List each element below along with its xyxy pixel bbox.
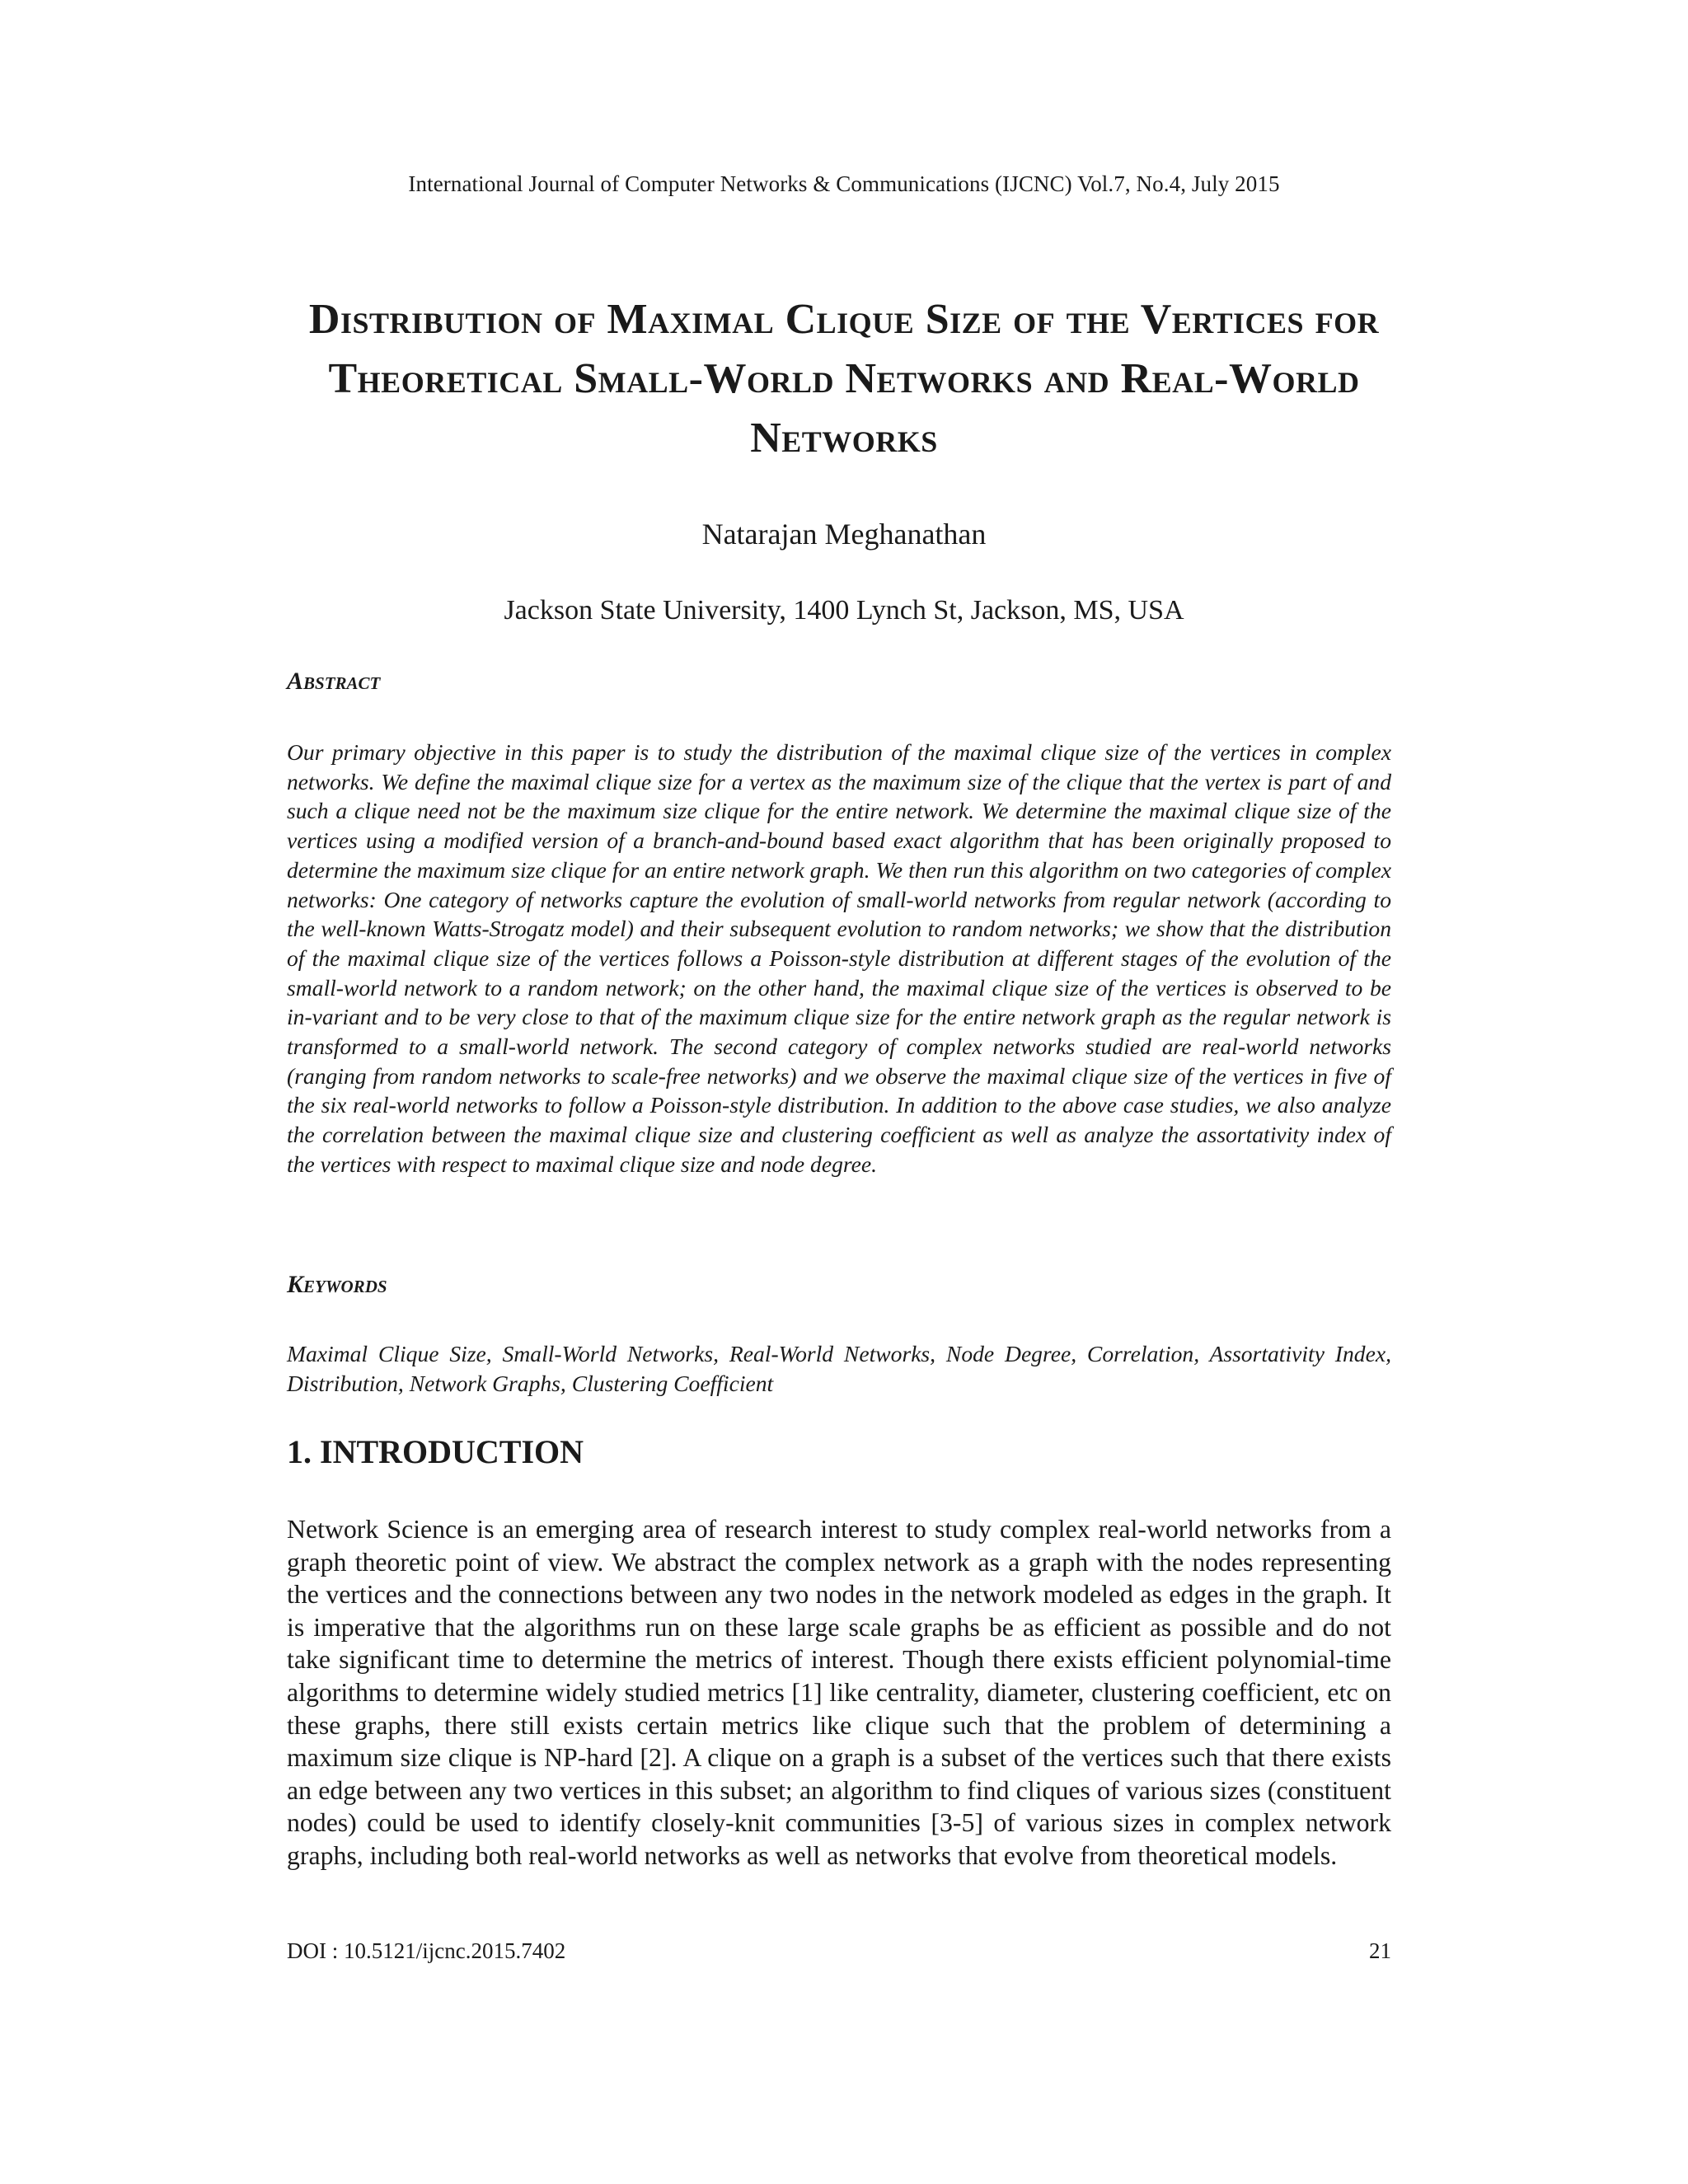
abstract-text: Our primary objective in this paper is to study the distribution of the maximal clique size of the vertices in complex networks. We define the maximal clique size for a vertex as the maximum size of the clique that the vertex is part of and such a clique need not be the maximum size clique for the entire network. We determine the maximal clique size of the vertices using a modified version of a branch-and-bound based exact algorithm that has been originally proposed to determine the maximum size clique for an entire network graph. We then run this algorithm on two categories of complex networks: One category of networks capture the evolution of small-world networks from regular network (according to the well-known Watts-Strogatz model) and their subsequent evolution to random networks; we show that the distribution of the maximal clique size of the vertices follows a Poisson-style distribution at different stages of the evolution of the small-world network to a random network; on the other hand, the maximal clique size of the vertices is observed to be in-variant and to be very close to that of the maximum clique size for the entire network graph as the regular network is transformed to a small-world network. The second category of complex networks studied are real-world networks (ranging from random networks to scale-free networks) and we observe the maximal clique size of the vertices in five of the six real-world networks to follow a Poisson-style distribution. In addition to the above case studies, we also analyze the correlation between the maximal clique size and clustering coefficient as well as analyze the assortativity index of the vertices with respect to maximal clique size and node degree. [287, 739, 1391, 1177]
abstract-heading: Abstract [287, 668, 381, 695]
footer-doi: DOI : 10.5121/ijcnc.2015.7402 [287, 1938, 566, 1963]
author-name: Natarajan Meghanathan [701, 518, 987, 551]
paper-title: Distribution of Maximal Clique Size of the Vertices for Theoretical Small-World Networks and Real-World Networks [308, 296, 1380, 462]
author-affiliation: Jackson State University, 1400 Lynch St, Jackson, MS, USA [504, 595, 1184, 626]
running-header: International Journal of Computer Networks & Communications (IJCNC) Vol.7, No.4, July 2015 [408, 171, 1280, 196]
introduction-heading: 1. INTRODUCTION [287, 1433, 584, 1470]
page-number: 21 [1369, 1938, 1391, 1963]
keywords-heading: Keywords [287, 1271, 387, 1298]
introduction-text: Network Science is an emerging area of research interest to study complex real-world networks from a graph theoretic point of view. We abstract the complex network as a graph with the nodes representing the vertices and the connections between any two nodes in the network modeled as edges in the graph. It is imperative that the algorithms run on these large scale graphs be as efficient as possible and do not take significant time to determine the metrics of interest. Though there exists efficient polynomial-time algorithms to determine widely studied metrics [1] like centrality, diameter, clustering coefficient, etc on these graphs, there still exists certain metrics like clique such that the problem of determining a maximum size clique is NP-hard [2]. A clique on a graph is a subset of the vertices such that there exists an edge between any two vertices in this subset; an algorithm to find cliques of various sizes (constituent nodes) could be used to identify closely-knit communities [3-5] of various sizes in complex network graphs, including both real-world networks as well as networks that evolve from theoretical models. [287, 1515, 1391, 1870]
keywords-text: Maximal Clique Size, Small-World Networks, Real-World Networks, Node Degree, Correlation, Assortativity Index, Distribution, Network Graphs, Clustering Coefficient [287, 1341, 1391, 1396]
